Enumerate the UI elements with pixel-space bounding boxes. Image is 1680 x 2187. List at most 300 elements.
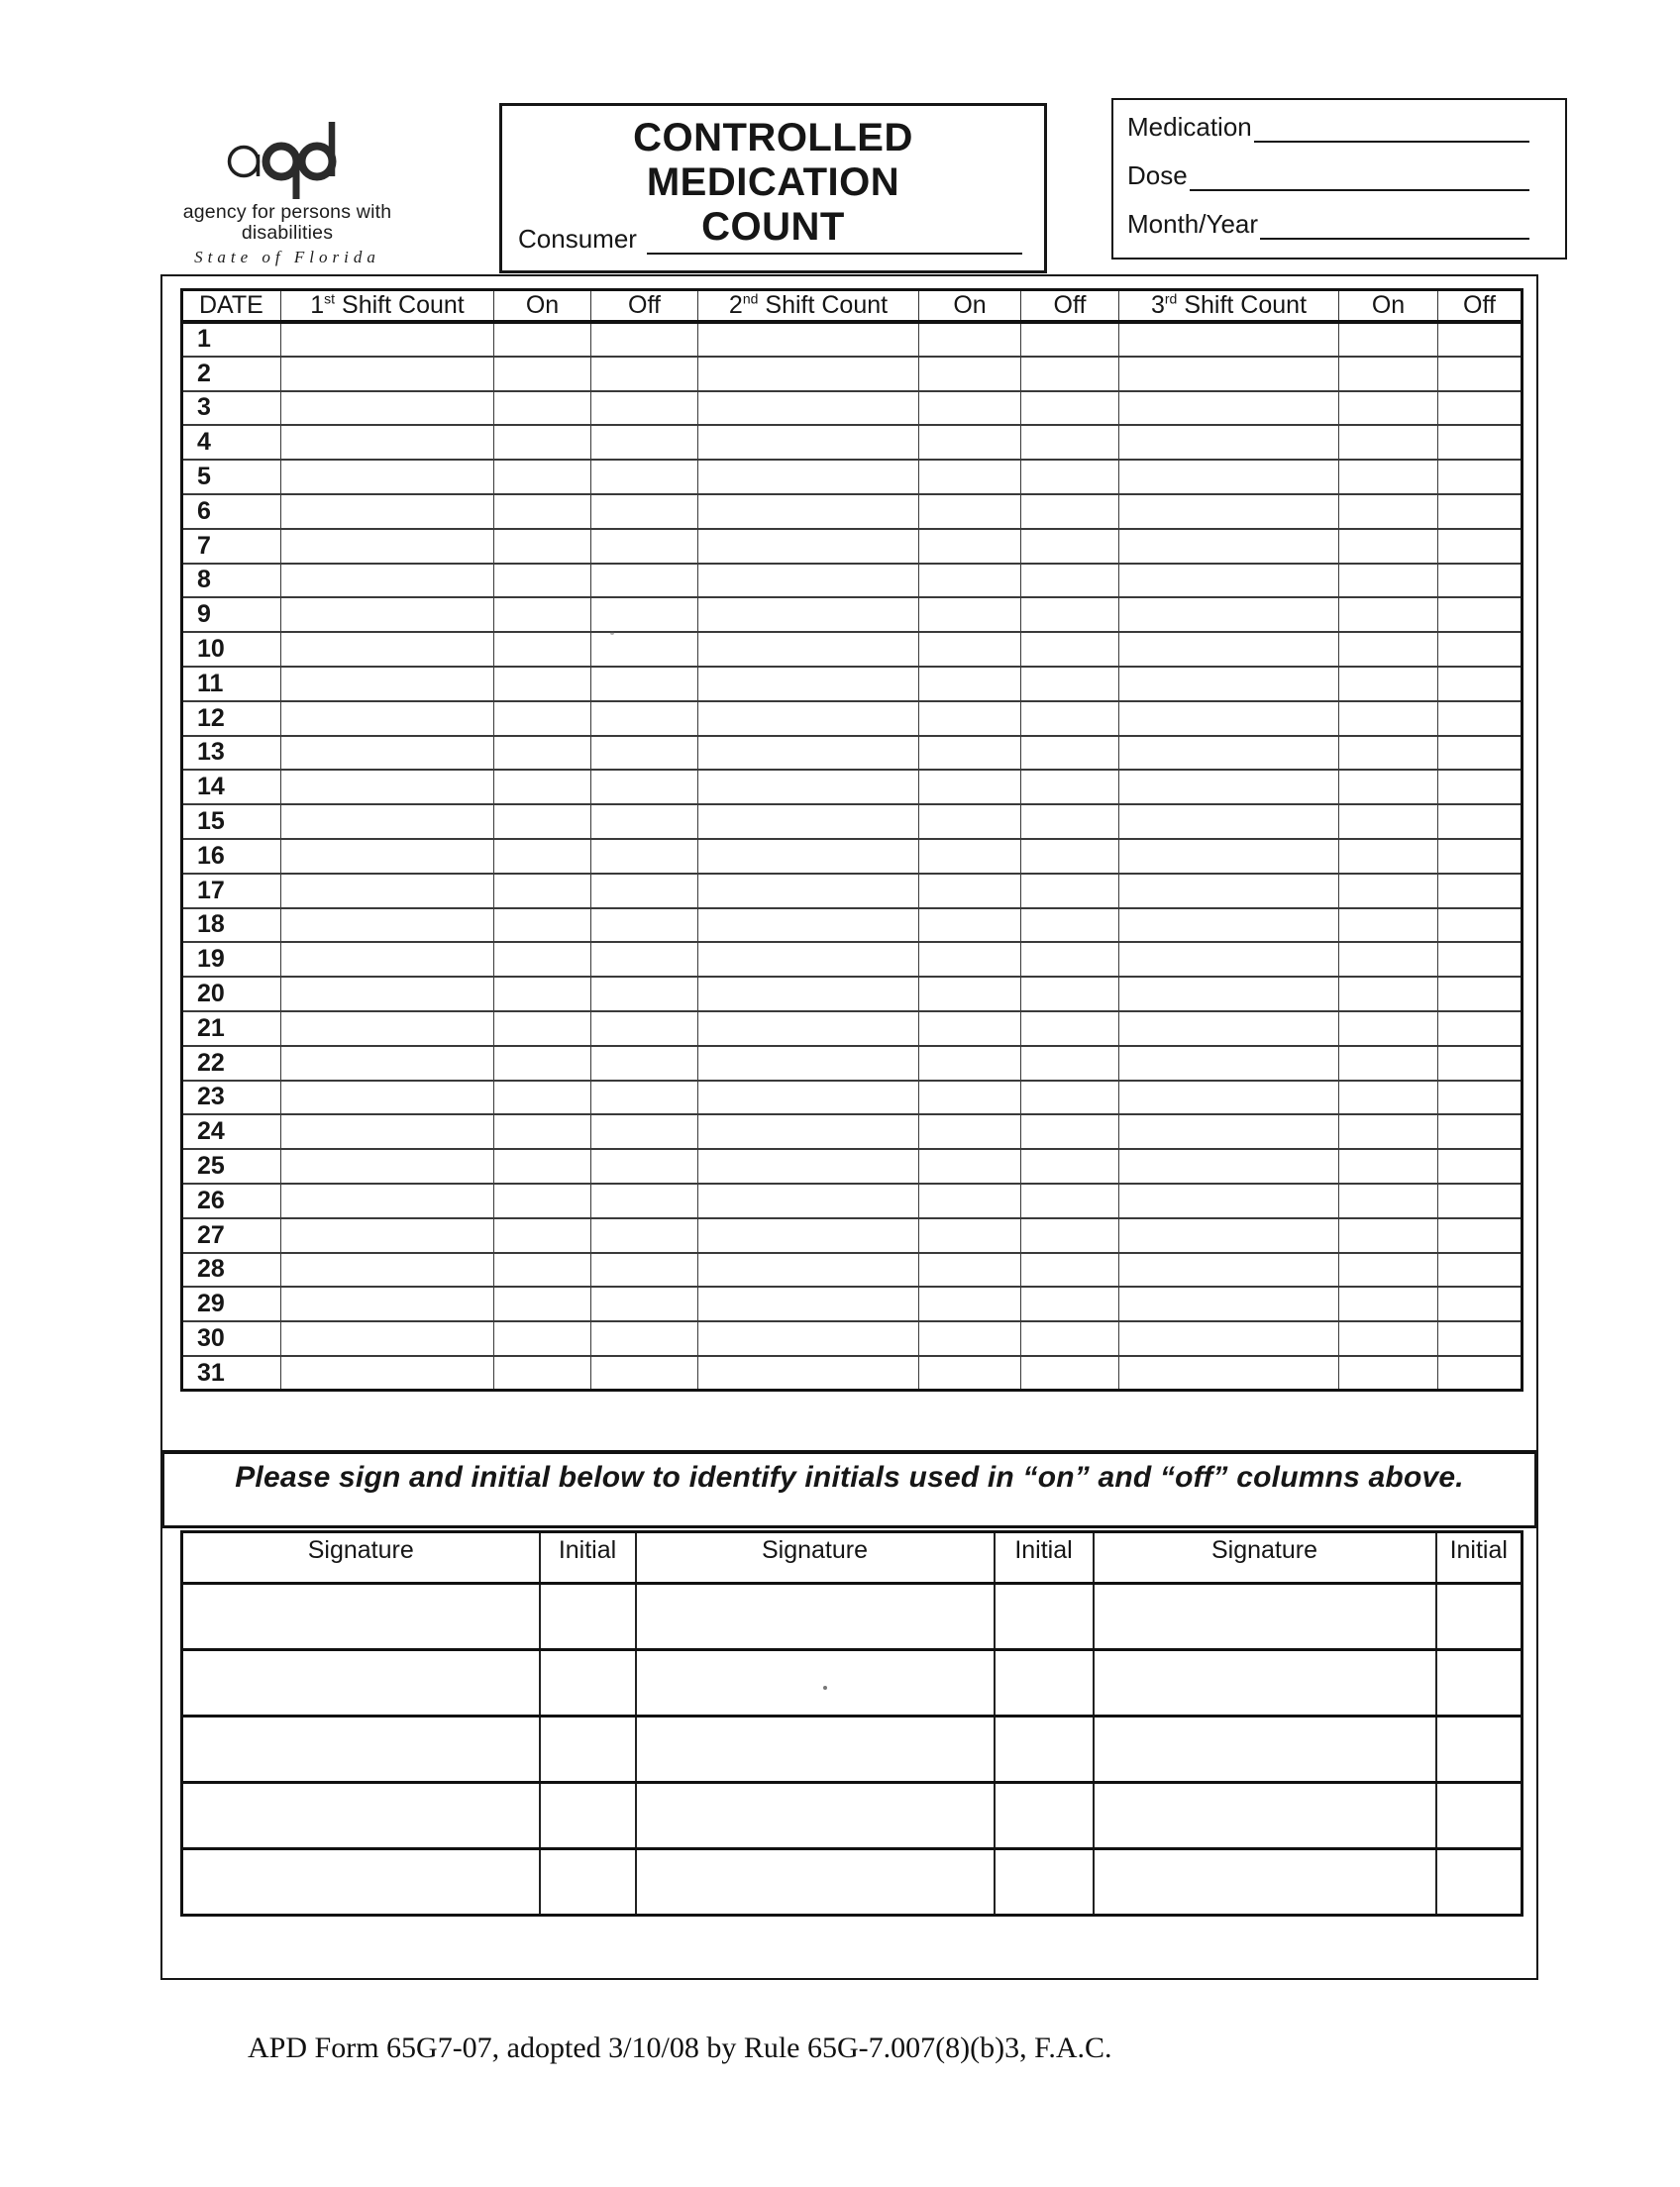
count-entry-cell[interactable]	[281, 1287, 494, 1321]
count-entry-cell[interactable]	[1438, 632, 1522, 667]
initial-cell[interactable]	[995, 1783, 1094, 1849]
count-entry-cell[interactable]	[494, 1218, 591, 1253]
count-entry-cell[interactable]	[1119, 1011, 1339, 1046]
count-entry-cell[interactable]	[1339, 908, 1438, 943]
count-entry-cell[interactable]	[698, 1218, 919, 1253]
count-entry-cell[interactable]	[591, 1321, 698, 1356]
signature-cell[interactable]	[1094, 1650, 1436, 1717]
count-entry-cell[interactable]	[591, 701, 698, 736]
count-entry-cell[interactable]	[1119, 357, 1339, 391]
count-entry-cell[interactable]	[494, 391, 591, 426]
count-entry-cell[interactable]	[698, 770, 919, 804]
count-entry-cell[interactable]	[919, 529, 1021, 564]
count-entry-cell[interactable]	[494, 322, 591, 357]
count-entry-cell[interactable]	[919, 1356, 1021, 1391]
count-entry-cell[interactable]	[591, 839, 698, 874]
count-entry-cell[interactable]	[1119, 736, 1339, 771]
signature-cell[interactable]	[1094, 1584, 1436, 1650]
count-entry-cell[interactable]	[919, 942, 1021, 977]
count-entry-cell[interactable]	[1438, 1046, 1522, 1081]
count-entry-cell[interactable]	[1339, 460, 1438, 494]
count-entry-cell[interactable]	[919, 736, 1021, 771]
count-entry-cell[interactable]	[591, 942, 698, 977]
initial-cell[interactable]	[540, 1849, 636, 1916]
count-entry-cell[interactable]	[919, 391, 1021, 426]
count-entry-cell[interactable]	[494, 804, 591, 839]
count-entry-cell[interactable]	[1339, 1114, 1438, 1149]
count-entry-cell[interactable]	[1339, 1184, 1438, 1218]
count-entry-cell[interactable]	[1438, 425, 1522, 460]
count-entry-cell[interactable]	[591, 494, 698, 529]
count-entry-cell[interactable]	[1438, 529, 1522, 564]
count-entry-cell[interactable]	[1021, 977, 1119, 1011]
count-entry-cell[interactable]	[698, 1287, 919, 1321]
count-entry-cell[interactable]	[281, 357, 494, 391]
count-entry-cell[interactable]	[591, 1253, 698, 1288]
count-entry-cell[interactable]	[281, 1114, 494, 1149]
count-entry-cell[interactable]	[281, 1011, 494, 1046]
count-entry-cell[interactable]	[919, 1253, 1021, 1288]
count-entry-cell[interactable]	[1021, 1356, 1119, 1391]
count-entry-cell[interactable]	[1438, 1321, 1522, 1356]
count-entry-cell[interactable]	[1339, 839, 1438, 874]
count-entry-cell[interactable]	[1119, 908, 1339, 943]
initial-cell[interactable]	[1436, 1584, 1522, 1650]
count-entry-cell[interactable]	[281, 804, 494, 839]
signature-cell[interactable]	[636, 1717, 995, 1783]
count-entry-cell[interactable]	[698, 701, 919, 736]
count-entry-cell[interactable]	[1119, 460, 1339, 494]
dose-field[interactable]	[1190, 165, 1529, 191]
count-entry-cell[interactable]	[1438, 874, 1522, 908]
count-entry-cell[interactable]	[591, 1149, 698, 1184]
count-entry-cell[interactable]	[698, 357, 919, 391]
count-entry-cell[interactable]	[494, 632, 591, 667]
count-entry-cell[interactable]	[1339, 667, 1438, 701]
count-entry-cell[interactable]	[1021, 529, 1119, 564]
count-entry-cell[interactable]	[1339, 1011, 1438, 1046]
count-entry-cell[interactable]	[591, 597, 698, 632]
count-entry-cell[interactable]	[1438, 494, 1522, 529]
count-entry-cell[interactable]	[1339, 977, 1438, 1011]
count-entry-cell[interactable]	[281, 977, 494, 1011]
count-entry-cell[interactable]	[591, 1081, 698, 1115]
count-entry-cell[interactable]	[1021, 357, 1119, 391]
initial-cell[interactable]	[995, 1717, 1094, 1783]
count-entry-cell[interactable]	[281, 597, 494, 632]
count-entry-cell[interactable]	[494, 425, 591, 460]
count-entry-cell[interactable]	[1339, 494, 1438, 529]
count-entry-cell[interactable]	[1339, 1081, 1438, 1115]
count-entry-cell[interactable]	[919, 1081, 1021, 1115]
count-entry-cell[interactable]	[1339, 942, 1438, 977]
count-entry-cell[interactable]	[494, 529, 591, 564]
count-entry-cell[interactable]	[698, 1114, 919, 1149]
count-entry-cell[interactable]	[698, 632, 919, 667]
count-entry-cell[interactable]	[698, 529, 919, 564]
count-entry-cell[interactable]	[281, 564, 494, 598]
count-entry-cell[interactable]	[1119, 597, 1339, 632]
count-entry-cell[interactable]	[698, 1011, 919, 1046]
count-entry-cell[interactable]	[919, 667, 1021, 701]
count-entry-cell[interactable]	[1339, 1218, 1438, 1253]
initial-cell[interactable]	[540, 1717, 636, 1783]
count-entry-cell[interactable]	[591, 529, 698, 564]
count-entry-cell[interactable]	[591, 391, 698, 426]
count-entry-cell[interactable]	[1438, 357, 1522, 391]
count-entry-cell[interactable]	[494, 1253, 591, 1288]
count-entry-cell[interactable]	[1438, 460, 1522, 494]
count-entry-cell[interactable]	[1021, 1184, 1119, 1218]
count-entry-cell[interactable]	[1339, 425, 1438, 460]
count-entry-cell[interactable]	[1119, 1356, 1339, 1391]
count-entry-cell[interactable]	[698, 1081, 919, 1115]
initial-cell[interactable]	[995, 1849, 1094, 1916]
count-entry-cell[interactable]	[919, 1218, 1021, 1253]
count-entry-cell[interactable]	[1021, 770, 1119, 804]
count-entry-cell[interactable]	[591, 1011, 698, 1046]
count-entry-cell[interactable]	[919, 564, 1021, 598]
count-entry-cell[interactable]	[698, 1253, 919, 1288]
count-entry-cell[interactable]	[591, 322, 698, 357]
count-entry-cell[interactable]	[919, 874, 1021, 908]
count-entry-cell[interactable]	[281, 632, 494, 667]
count-entry-cell[interactable]	[1438, 839, 1522, 874]
count-entry-cell[interactable]	[1119, 770, 1339, 804]
count-entry-cell[interactable]	[1339, 529, 1438, 564]
count-entry-cell[interactable]	[698, 1356, 919, 1391]
count-entry-cell[interactable]	[494, 494, 591, 529]
count-entry-cell[interactable]	[281, 1321, 494, 1356]
count-entry-cell[interactable]	[1021, 632, 1119, 667]
signature-cell[interactable]	[182, 1717, 540, 1783]
count-entry-cell[interactable]	[591, 977, 698, 1011]
count-entry-cell[interactable]	[494, 460, 591, 494]
count-entry-cell[interactable]	[281, 908, 494, 943]
initial-cell[interactable]	[1436, 1849, 1522, 1916]
count-entry-cell[interactable]	[919, 425, 1021, 460]
count-entry-cell[interactable]	[698, 874, 919, 908]
count-entry-cell[interactable]	[494, 564, 591, 598]
count-entry-cell[interactable]	[1339, 874, 1438, 908]
count-entry-cell[interactable]	[591, 1114, 698, 1149]
count-entry-cell[interactable]	[494, 1081, 591, 1115]
count-entry-cell[interactable]	[919, 908, 1021, 943]
count-entry-cell[interactable]	[1021, 1046, 1119, 1081]
count-entry-cell[interactable]	[591, 667, 698, 701]
count-entry-cell[interactable]	[1021, 839, 1119, 874]
signature-cell[interactable]	[182, 1650, 540, 1717]
count-entry-cell[interactable]	[591, 1046, 698, 1081]
count-entry-cell[interactable]	[1438, 597, 1522, 632]
count-entry-cell[interactable]	[281, 736, 494, 771]
count-entry-cell[interactable]	[494, 1356, 591, 1391]
count-entry-cell[interactable]	[1438, 736, 1522, 771]
initial-cell[interactable]	[1436, 1783, 1522, 1849]
initial-cell[interactable]	[540, 1783, 636, 1849]
count-entry-cell[interactable]	[281, 667, 494, 701]
count-entry-cell[interactable]	[1021, 597, 1119, 632]
count-entry-cell[interactable]	[1438, 1149, 1522, 1184]
count-entry-cell[interactable]	[494, 1046, 591, 1081]
initial-cell[interactable]	[1436, 1650, 1522, 1717]
count-entry-cell[interactable]	[698, 597, 919, 632]
count-entry-cell[interactable]	[281, 1356, 494, 1391]
count-entry-cell[interactable]	[1339, 1046, 1438, 1081]
count-entry-cell[interactable]	[494, 1114, 591, 1149]
count-entry-cell[interactable]	[1119, 1081, 1339, 1115]
count-entry-cell[interactable]	[591, 874, 698, 908]
count-entry-cell[interactable]	[919, 1287, 1021, 1321]
signature-cell[interactable]	[636, 1650, 995, 1717]
count-entry-cell[interactable]	[698, 322, 919, 357]
count-entry-cell[interactable]	[1119, 1253, 1339, 1288]
count-entry-cell[interactable]	[1339, 1149, 1438, 1184]
count-entry-cell[interactable]	[1021, 1081, 1119, 1115]
count-entry-cell[interactable]	[281, 460, 494, 494]
count-entry-cell[interactable]	[698, 736, 919, 771]
count-entry-cell[interactable]	[1339, 357, 1438, 391]
count-entry-cell[interactable]	[1438, 1218, 1522, 1253]
count-entry-cell[interactable]	[281, 1218, 494, 1253]
signature-cell[interactable]	[182, 1783, 540, 1849]
count-entry-cell[interactable]	[591, 770, 698, 804]
count-entry-cell[interactable]	[1021, 322, 1119, 357]
count-entry-cell[interactable]	[919, 804, 1021, 839]
initial-cell[interactable]	[540, 1584, 636, 1650]
count-entry-cell[interactable]	[1119, 391, 1339, 426]
count-entry-cell[interactable]	[698, 1184, 919, 1218]
count-entry-cell[interactable]	[698, 391, 919, 426]
count-entry-cell[interactable]	[591, 804, 698, 839]
count-entry-cell[interactable]	[281, 1046, 494, 1081]
count-entry-cell[interactable]	[698, 667, 919, 701]
count-entry-cell[interactable]	[698, 1149, 919, 1184]
count-entry-cell[interactable]	[919, 1321, 1021, 1356]
count-entry-cell[interactable]	[1438, 667, 1522, 701]
count-entry-cell[interactable]	[1438, 701, 1522, 736]
count-entry-cell[interactable]	[919, 839, 1021, 874]
count-entry-cell[interactable]	[1438, 1184, 1522, 1218]
count-entry-cell[interactable]	[1021, 908, 1119, 943]
signature-cell[interactable]	[636, 1783, 995, 1849]
count-entry-cell[interactable]	[1021, 1253, 1119, 1288]
count-entry-cell[interactable]	[591, 357, 698, 391]
count-entry-cell[interactable]	[1438, 770, 1522, 804]
count-entry-cell[interactable]	[1119, 839, 1339, 874]
count-entry-cell[interactable]	[1438, 1253, 1522, 1288]
count-entry-cell[interactable]	[281, 1253, 494, 1288]
count-entry-cell[interactable]	[1119, 1149, 1339, 1184]
count-entry-cell[interactable]	[281, 529, 494, 564]
signature-cell[interactable]	[182, 1584, 540, 1650]
count-entry-cell[interactable]	[919, 460, 1021, 494]
count-entry-cell[interactable]	[1339, 632, 1438, 667]
count-entry-cell[interactable]	[698, 908, 919, 943]
count-entry-cell[interactable]	[1438, 804, 1522, 839]
count-entry-cell[interactable]	[494, 1321, 591, 1356]
count-entry-cell[interactable]	[591, 632, 698, 667]
count-entry-cell[interactable]	[494, 908, 591, 943]
count-entry-cell[interactable]	[1438, 908, 1522, 943]
count-entry-cell[interactable]	[1021, 460, 1119, 494]
count-entry-cell[interactable]	[1021, 1011, 1119, 1046]
count-entry-cell[interactable]	[281, 425, 494, 460]
count-entry-cell[interactable]	[1438, 1011, 1522, 1046]
count-entry-cell[interactable]	[698, 494, 919, 529]
count-entry-cell[interactable]	[1119, 667, 1339, 701]
count-entry-cell[interactable]	[281, 942, 494, 977]
count-entry-cell[interactable]	[1339, 1356, 1438, 1391]
count-entry-cell[interactable]	[494, 597, 591, 632]
initial-cell[interactable]	[540, 1650, 636, 1717]
count-entry-cell[interactable]	[281, 322, 494, 357]
count-entry-cell[interactable]	[1119, 1046, 1339, 1081]
signature-cell[interactable]	[636, 1849, 995, 1916]
count-entry-cell[interactable]	[1339, 391, 1438, 426]
count-entry-cell[interactable]	[698, 1046, 919, 1081]
count-entry-cell[interactable]	[919, 632, 1021, 667]
count-entry-cell[interactable]	[1021, 804, 1119, 839]
count-entry-cell[interactable]	[919, 701, 1021, 736]
signature-cell[interactable]	[1094, 1783, 1436, 1849]
signature-cell[interactable]	[182, 1849, 540, 1916]
count-entry-cell[interactable]	[919, 1011, 1021, 1046]
count-entry-cell[interactable]	[698, 804, 919, 839]
count-entry-cell[interactable]	[494, 1184, 591, 1218]
initial-cell[interactable]	[1436, 1717, 1522, 1783]
count-entry-cell[interactable]	[281, 701, 494, 736]
count-entry-cell[interactable]	[1021, 1114, 1119, 1149]
count-entry-cell[interactable]	[1021, 494, 1119, 529]
count-entry-cell[interactable]	[1339, 597, 1438, 632]
count-entry-cell[interactable]	[494, 942, 591, 977]
count-entry-cell[interactable]	[1339, 1321, 1438, 1356]
count-entry-cell[interactable]	[1021, 1149, 1119, 1184]
count-entry-cell[interactable]	[1021, 564, 1119, 598]
count-entry-cell[interactable]	[494, 1011, 591, 1046]
count-entry-cell[interactable]	[591, 1356, 698, 1391]
count-entry-cell[interactable]	[494, 1149, 591, 1184]
count-entry-cell[interactable]	[698, 1321, 919, 1356]
count-entry-cell[interactable]	[919, 1184, 1021, 1218]
count-entry-cell[interactable]	[281, 770, 494, 804]
count-entry-cell[interactable]	[1119, 1114, 1339, 1149]
count-entry-cell[interactable]	[494, 357, 591, 391]
count-entry-cell[interactable]	[591, 460, 698, 494]
count-entry-cell[interactable]	[1021, 425, 1119, 460]
count-entry-cell[interactable]	[1021, 874, 1119, 908]
count-entry-cell[interactable]	[919, 357, 1021, 391]
count-entry-cell[interactable]	[494, 701, 591, 736]
signature-cell[interactable]	[1094, 1849, 1436, 1916]
count-entry-cell[interactable]	[591, 908, 698, 943]
count-entry-cell[interactable]	[591, 564, 698, 598]
count-entry-cell[interactable]	[1339, 736, 1438, 771]
count-entry-cell[interactable]	[1119, 529, 1339, 564]
count-entry-cell[interactable]	[1119, 804, 1339, 839]
count-entry-cell[interactable]	[591, 1184, 698, 1218]
count-entry-cell[interactable]	[1119, 874, 1339, 908]
count-entry-cell[interactable]	[494, 839, 591, 874]
count-entry-cell[interactable]	[919, 597, 1021, 632]
count-entry-cell[interactable]	[1119, 701, 1339, 736]
count-entry-cell[interactable]	[1021, 701, 1119, 736]
count-entry-cell[interactable]	[919, 977, 1021, 1011]
count-entry-cell[interactable]	[591, 1287, 698, 1321]
count-entry-cell[interactable]	[281, 391, 494, 426]
count-entry-cell[interactable]	[1021, 1287, 1119, 1321]
count-entry-cell[interactable]	[591, 736, 698, 771]
count-entry-cell[interactable]	[1119, 1218, 1339, 1253]
count-entry-cell[interactable]	[1119, 494, 1339, 529]
count-entry-cell[interactable]	[698, 564, 919, 598]
signature-cell[interactable]	[1094, 1717, 1436, 1783]
signature-cell[interactable]	[636, 1584, 995, 1650]
count-entry-cell[interactable]	[1339, 1287, 1438, 1321]
count-entry-cell[interactable]	[698, 977, 919, 1011]
count-entry-cell[interactable]	[1438, 1081, 1522, 1115]
count-entry-cell[interactable]	[1438, 942, 1522, 977]
count-entry-cell[interactable]	[1021, 391, 1119, 426]
count-entry-cell[interactable]	[281, 1184, 494, 1218]
count-entry-cell[interactable]	[1021, 1321, 1119, 1356]
count-entry-cell[interactable]	[919, 322, 1021, 357]
consumer-field[interactable]	[647, 227, 1022, 255]
count-entry-cell[interactable]	[1021, 1218, 1119, 1253]
count-entry-cell[interactable]	[1339, 1253, 1438, 1288]
initial-cell[interactable]	[995, 1650, 1094, 1717]
count-entry-cell[interactable]	[591, 425, 698, 460]
count-entry-cell[interactable]	[1119, 322, 1339, 357]
count-entry-cell[interactable]	[281, 874, 494, 908]
count-entry-cell[interactable]	[494, 874, 591, 908]
count-entry-cell[interactable]	[919, 494, 1021, 529]
count-entry-cell[interactable]	[1119, 564, 1339, 598]
count-entry-cell[interactable]	[1119, 425, 1339, 460]
count-entry-cell[interactable]	[281, 1149, 494, 1184]
count-entry-cell[interactable]	[1119, 632, 1339, 667]
count-entry-cell[interactable]	[281, 494, 494, 529]
count-entry-cell[interactable]	[1339, 701, 1438, 736]
count-entry-cell[interactable]	[1438, 322, 1522, 357]
count-entry-cell[interactable]	[494, 977, 591, 1011]
count-entry-cell[interactable]	[919, 770, 1021, 804]
count-entry-cell[interactable]	[1021, 942, 1119, 977]
count-entry-cell[interactable]	[494, 736, 591, 771]
count-entry-cell[interactable]	[1021, 667, 1119, 701]
initial-cell[interactable]	[995, 1584, 1094, 1650]
count-entry-cell[interactable]	[919, 1046, 1021, 1081]
count-entry-cell[interactable]	[1119, 1321, 1339, 1356]
count-entry-cell[interactable]	[1438, 564, 1522, 598]
count-entry-cell[interactable]	[591, 1218, 698, 1253]
count-entry-cell[interactable]	[1339, 804, 1438, 839]
count-entry-cell[interactable]	[1438, 391, 1522, 426]
count-entry-cell[interactable]	[698, 460, 919, 494]
count-entry-cell[interactable]	[698, 942, 919, 977]
count-entry-cell[interactable]	[1438, 1287, 1522, 1321]
count-entry-cell[interactable]	[1339, 564, 1438, 598]
count-entry-cell[interactable]	[1339, 770, 1438, 804]
count-entry-cell[interactable]	[1339, 322, 1438, 357]
count-entry-cell[interactable]	[1438, 1114, 1522, 1149]
count-entry-cell[interactable]	[494, 667, 591, 701]
count-entry-cell[interactable]	[1438, 977, 1522, 1011]
count-entry-cell[interactable]	[1119, 1184, 1339, 1218]
count-entry-cell[interactable]	[698, 425, 919, 460]
count-entry-cell[interactable]	[1119, 1287, 1339, 1321]
